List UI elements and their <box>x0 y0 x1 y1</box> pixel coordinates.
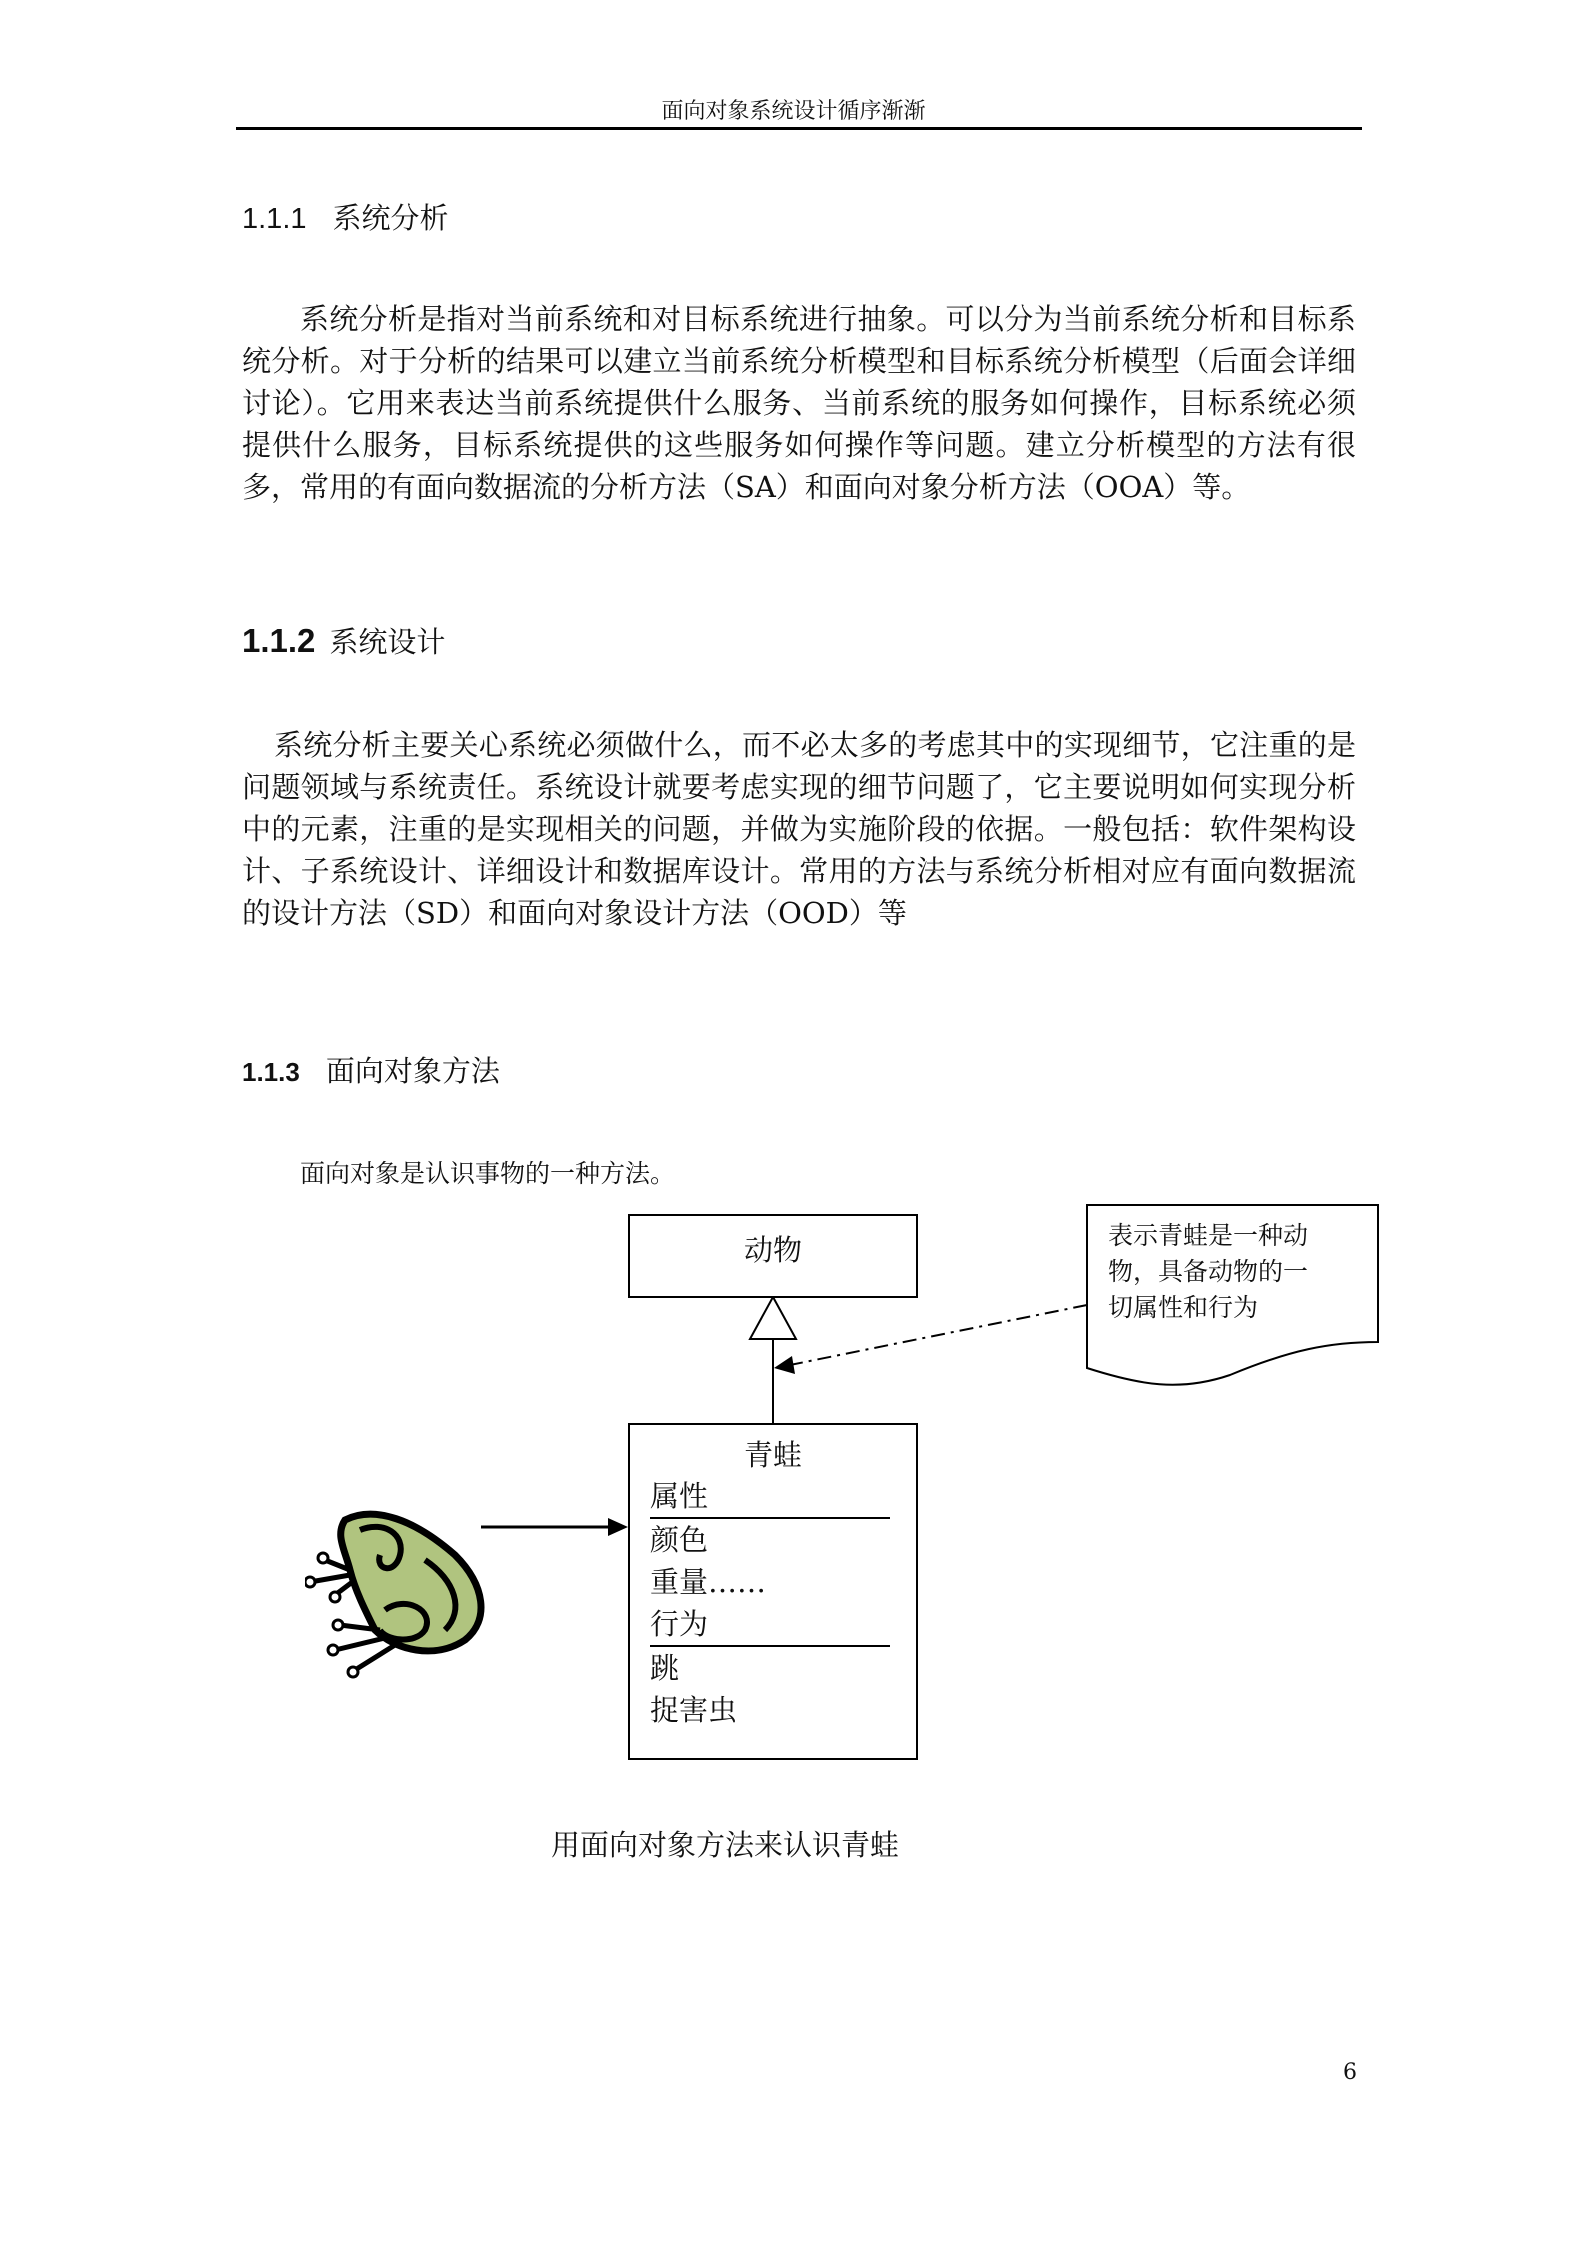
attribute-item: 颜色 <box>650 1523 709 1557</box>
paragraph-system-analysis: 系统分析是指对当前系统和对目标系统进行抽象。可以分为当前系统分析和目标系统分析。对于分析的结果可以建立当前系统分析模型和目标系统分析模型（后面会详细讨论）。它用来表达当前系统提供什么服务、当前系统的服务如何操作，目标系统必须提供什么服务，目标系统提供的这些服务如何操作等问题。建立分析模型的方法有很多，常用的有面向数据流的分析方法（SA）和面向对象分析方法（OOA）等。 <box>242 302 1356 504</box>
note-dashdot-line <box>790 1305 1087 1365</box>
behavior-item: 捉害虫 <box>650 1693 738 1727</box>
heading-number: 1.1.1 <box>242 203 307 235</box>
frog-clipart-icon <box>305 1500 495 1680</box>
running-header: 面向对象系统设计循序渐渐 <box>661 99 926 124</box>
inheritance-triangle-icon <box>750 1297 796 1339</box>
class-name-frog: 青蛙 <box>743 1438 802 1472</box>
note-line: 物，具备动物的一 <box>1108 1257 1309 1286</box>
class-box-animal <box>628 1214 918 1298</box>
page-number: 6 <box>1343 2060 1357 2085</box>
heading-title: 系统设计 <box>329 625 446 659</box>
frog-arrowhead-icon <box>608 1518 628 1536</box>
note-text <box>1108 1218 1308 1326</box>
heading-title: 系统分析 <box>332 201 449 235</box>
behavior-item: 跳 <box>650 1651 680 1685</box>
attributes-label: 属性 <box>650 1475 890 1519</box>
paragraph-system-design: 系统分析主要关心系统必须做什么，而不必太多的考虑其中的实现细节，它注重的是问题领域与系统责任。系统设计就要考虑实现的细节问题了，它主要说明如何实现分析中的元素，注重的是实现相关的问题，并做为实施阶段的依据。一般包括：软件架构设计、子系统设计、详细设计和数据库设计。常用的方法与系统分析相对应有面向数据流的设计方法（SD）和面向对象设计方法（OOD）等 <box>242 728 1356 930</box>
heading-title: 面向对象方法 <box>325 1054 500 1088</box>
class-box-frog <box>628 1423 918 1760</box>
class-name-animal: 动物 <box>743 1233 802 1267</box>
note-line: 表示青蛙是一种动 <box>1108 1221 1309 1250</box>
note-line: 切属性和行为 <box>1108 1293 1259 1322</box>
attribute-item: 重量…… <box>650 1565 767 1599</box>
behaviors-label: 行为 <box>650 1603 890 1647</box>
heading-number: 1.1.2 <box>242 622 316 659</box>
heading-number: 1.1.3 <box>242 1057 300 1087</box>
figure-caption: 用面向对象方法来认识青蛙 <box>551 1828 900 1862</box>
note-arrowhead-icon <box>774 1356 795 1374</box>
paragraph-oo-intro: 面向对象是认识事物的一种方法。 <box>300 1159 676 1188</box>
